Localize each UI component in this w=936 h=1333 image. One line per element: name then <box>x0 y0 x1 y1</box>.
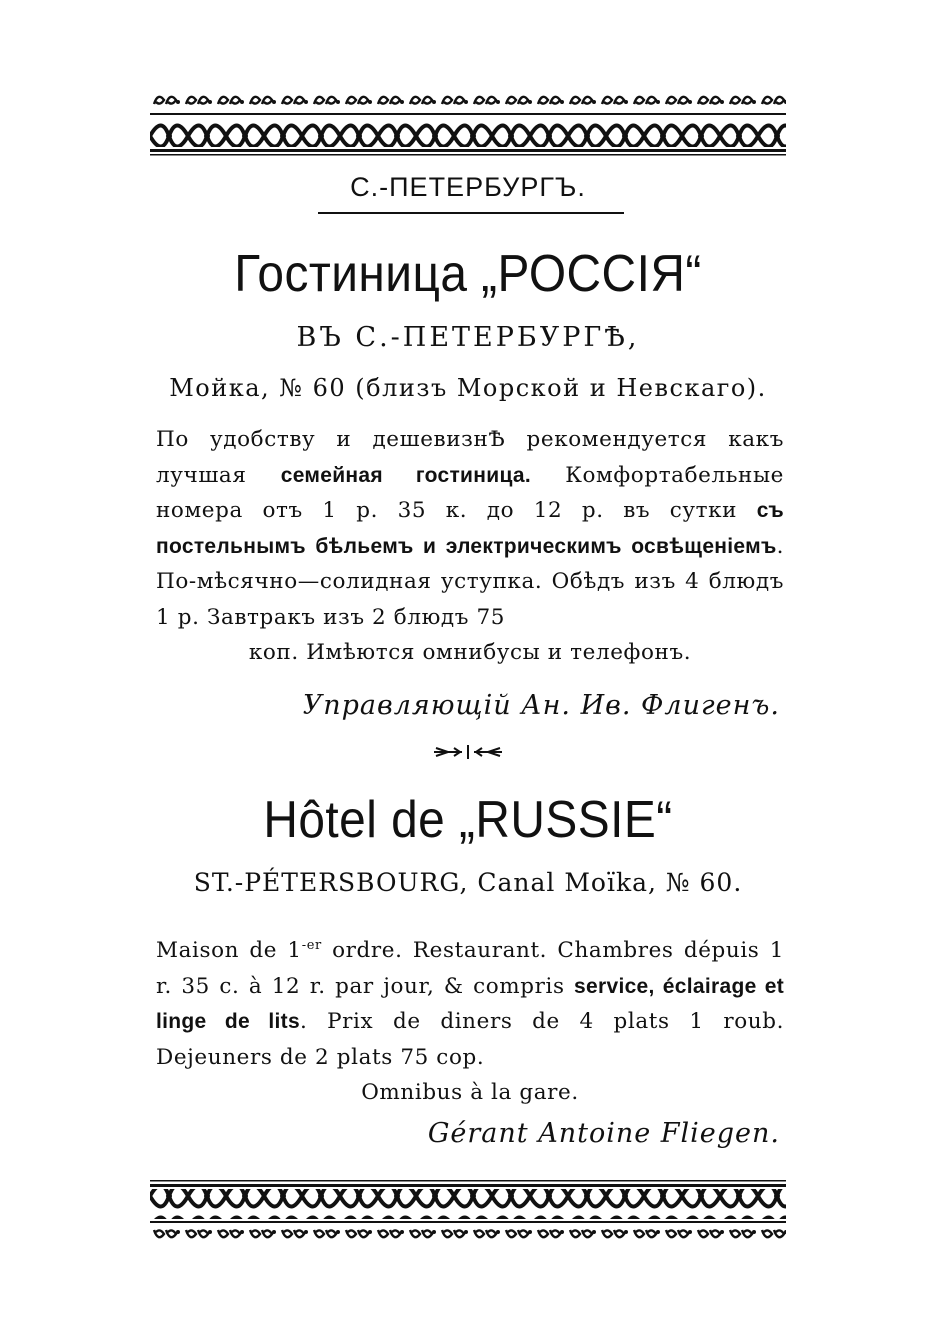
desc-fr-superscript: -er <box>301 938 322 953</box>
bottom-ornamental-border <box>150 1180 786 1252</box>
top-ornamental-border <box>150 88 786 158</box>
desc-ru-part-c: Комфортабельные номера отъ 1 р. 35 к. до 12 р. въ сутки <box>156 462 784 523</box>
desc-ru-last-line: коп. Имѣются омнибусы и телефонъ. <box>248 640 692 665</box>
desc-fr-bold-service: service, éclairage et linge de lits <box>156 974 784 1034</box>
desc-ru-bold-family-hotel: семейная гостиница. <box>280 463 532 487</box>
address-russian: Мойка, № 60 (близъ Морской и Невскаго). <box>169 374 767 402</box>
description-russian <box>156 422 784 671</box>
hotel-title-french: Hôtel de „RUSSIE“ <box>263 791 673 849</box>
city-underline <box>318 212 624 214</box>
desc-ru-part-a: По удобству и дешевизнѢ рекомендуется какъ лучшая <box>156 427 784 488</box>
description-french <box>156 928 784 1111</box>
hotel-title-russian: Гостиница „РОССІЯ“ <box>234 245 702 303</box>
city-heading: С.-ПЕТЕРБУРГЪ. <box>350 172 586 202</box>
address-french: ST.-PÉTERSBOURG, Canal Moïka, № 60. <box>193 868 743 897</box>
signature-french: Gérant Antoine Fliegen. <box>427 1118 780 1149</box>
subtitle-russian: ВЪ С.-ПЕТЕРБУРГѢ, <box>296 322 640 353</box>
desc-fr-part-a: Maison de 1 <box>156 938 302 964</box>
desc-fr-part-d: . Prix de diners de 4 plats 1 roub. Dejeuners de 2 plats 75 cop. <box>156 1009 785 1070</box>
desc-fr-part-b: ordre. Restaurant. Chambres dépuis 1 r. 35 c. à 12 r. par jour, & compris <box>156 938 785 999</box>
divider-ornament <box>432 744 504 760</box>
signature-russian: Управляющій Ан. Ив. Флигенъ. <box>302 690 780 721</box>
desc-ru-part-e: . По-мѣсячно—солидная уступка. Обѣдъ изъ 4 блюдъ 1 р. Завтракъ изъ 2 блюдъ 75 <box>156 533 784 630</box>
desc-fr-last-line: Omnibus à la gare. <box>361 1080 579 1106</box>
desc-ru-bold-linen-electric: съ постельнымъ бѣльемъ и электрическимъ освѣщеніемъ <box>156 499 784 558</box>
